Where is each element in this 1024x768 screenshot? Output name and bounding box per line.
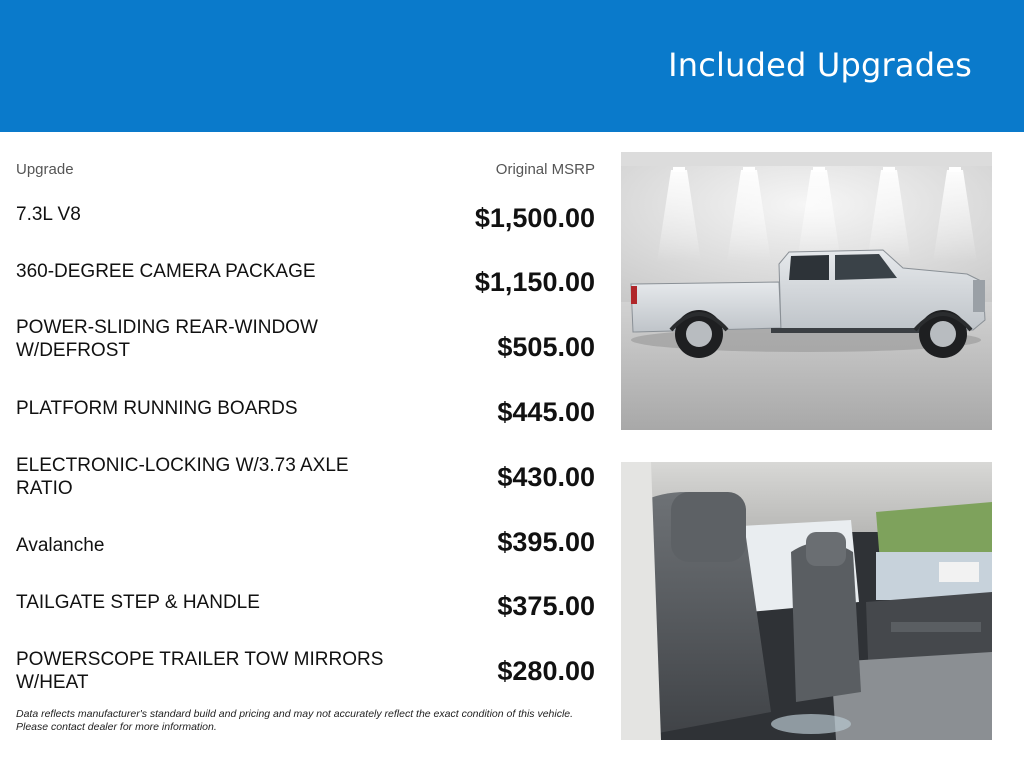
upgrade-name: ELECTRONIC-LOCKING W/3.73 AXLE RATIO bbox=[16, 455, 349, 499]
upgrade-price: $1,150.00 bbox=[474, 267, 595, 297]
upgrade-row bbox=[0, 648, 600, 708]
column-header-upgrade: Upgrade bbox=[16, 161, 74, 178]
upgrade-name: POWERSCOPE TRAILER TOW MIRRORS W/HEAT bbox=[16, 649, 384, 693]
header-banner bbox=[0, 0, 1024, 132]
upgrade-row bbox=[0, 203, 600, 263]
upgrade-row bbox=[0, 591, 600, 651]
upgrade-price: $430.00 bbox=[497, 462, 595, 492]
upgrade-row bbox=[0, 454, 600, 514]
upgrade-price: $1,500.00 bbox=[474, 203, 595, 233]
upgrade-name: POWER-SLIDING REAR-WINDOW W/DEFROST bbox=[16, 317, 318, 361]
upgrade-name: 360-DEGREE CAMERA PACKAGE bbox=[16, 261, 316, 282]
truck-interior-photo bbox=[621, 462, 992, 740]
upgrade-price: $375.00 bbox=[497, 591, 595, 621]
upgrade-row bbox=[0, 260, 600, 320]
upgrade-row bbox=[0, 397, 600, 457]
upgrade-name: TAILGATE STEP & HANDLE bbox=[16, 592, 260, 613]
upgrade-price: $445.00 bbox=[497, 397, 595, 427]
disclaimer-text: Data reflects manufacturer's standard build and pricing and may not accurately reflect the exact condition of this vehicle. Please contact dealer for more information. bbox=[16, 708, 574, 733]
upgrade-name: Avalanche bbox=[16, 535, 105, 556]
upgrade-price: $280.00 bbox=[497, 656, 595, 686]
page-title: Included Upgrades bbox=[668, 46, 972, 84]
upgrade-price: $395.00 bbox=[497, 527, 595, 557]
column-header-msrp: Original MSRP bbox=[495, 161, 595, 178]
upgrade-row bbox=[0, 316, 600, 376]
upgrade-row bbox=[0, 527, 600, 594]
upgrade-name: 7.3L V8 bbox=[16, 204, 81, 225]
upgrade-price: $505.00 bbox=[497, 332, 595, 362]
truck-exterior-photo bbox=[621, 152, 992, 430]
upgrade-name: PLATFORM RUNNING BOARDS bbox=[16, 398, 298, 419]
